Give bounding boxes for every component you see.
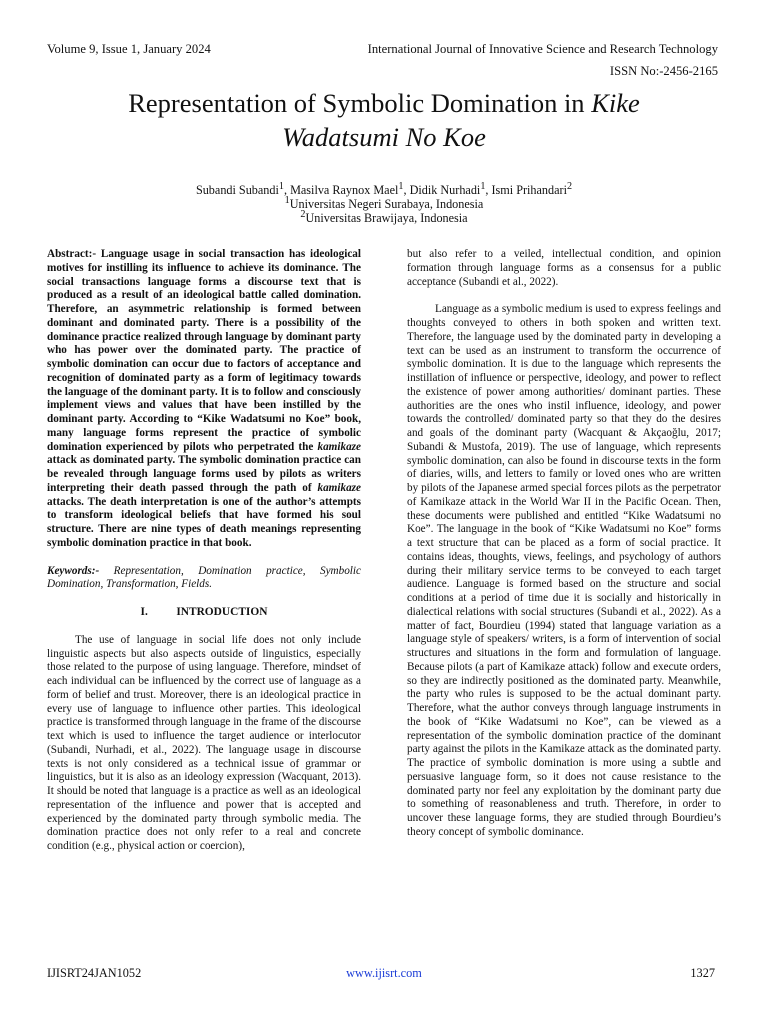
author-affil-mark: 2 [566,181,573,192]
keywords: Keywords:- Representation, Domination practice, Symbolic Domination, Transformation, Fields. [47,564,361,591]
affiliation-mark: 2 [300,209,306,220]
right-column [407,248,721,840]
left-column [47,248,361,854]
paper-title [0,86,768,154]
body-paragraph: but also refer to a veiled, intellectual condition, and opinion formation through language forms as a consensus for a public acceptance (Subandi et al., 2022). [407,248,721,288]
affiliation-2 [0,208,768,225]
author-affil-mark: 1 [398,181,404,192]
running-header-volume: Volume 9, Issue 1, January 2024 [47,42,211,56]
title-italic-1: Kike [591,88,640,118]
section-heading-introduction [47,606,361,620]
section-number: I. [140,606,148,618]
affiliation-text: Universitas Negeri Surabaya, Indonesia [289,197,484,212]
footer-paper-id: IJISRT24JAN1052 [47,966,142,980]
author-name: , Ismi Prihandari [485,183,567,198]
footer-page-number: 1327 [690,966,715,980]
running-header-issn: ISSN No:-2456-2165 [609,64,718,78]
section-title: INTRODUCTION [176,606,268,618]
author-name: Subandi Subandi [195,183,279,198]
author-name: , Masilva Raynox Mael [283,183,399,198]
body-paragraph: The use of language in social life does not only include linguistic aspects but also aspects outside of linguistics, especially those related to the purpose of using language. Therefore, mindset of each individual can be influenced by the correct use of language as a form of belief and trust. Moreover, there is an ideological practice in every use of language to influence other parties. This ideological practice is transformed through language in the frame of the discourse text which is used to influence the target audience or interlocutor (Subandi, Nurhadi, et al., 2022). The language usage in discourse texts is not only considered as a technical issue of grammar or linguistics, but it is also as an ideology expression (Wacquant, 2013). It should be noted that language is a practice as well as an ideological representation of the influence and power that is accepted and experienced by the dominated party through symbolic media. The domination practice does not only refer to a real and concrete condition (e.g., physical action or coercion), [47,633,361,852]
affiliation-mark: 1 [284,195,290,206]
running-header-journal: International Journal of Innovative Science and Research Technology [367,42,718,56]
author-name: , Didik Nurhadi [403,183,481,198]
author-affil-mark: 1 [480,181,486,192]
abstract: Abstract:- Language usage in social transaction has ideological motives for instilling its influence to achieve its dominance. The social transactions language forms a discourse text that is produced as a result of an ideological battle called domination. Therefore, an asymmetric relationship is formed between dominant and dominated party. There is a possibility of the dominance practice realized through language by dominant party who has power over the dominated party. The practice of symbolic domination can occur due to factors of acceptance and recognition of dominated party as a form of legitimacy towards the language of the dominant party. It is to follow and consciously implement views and values that have been instilled by the dominant party. According to “Kike Wadatsumi no Koe” book, many language forms represent the practice of symbolic domination experienced by pilots who perpetrated the kamikaze attack as dominated party. The symbolic domination practice can be revealed through language forms used by pilots as writers interpreting their death passed through the path of kamikaze attacks. The death interpretation is one of the author’s attempts to transform ideological beliefs that have formed his soul structure. There are nine types of death meanings representing symbolic domination practice in that book. [47,248,361,549]
body-paragraph: Language as a symbolic medium is used to express feelings and thoughts conveyed to others in both spoken and written text. Therefore, the language used by the dominated party in developing a text can be used as an instrument to transform the occurrence of symbolic domination. It is due to the language which represents the instillation of influence or perspective, ideology, and power to reflect the existence of power among authorities/ dominant parties. These authorities are the ones who instil influence, ideology, and power towards the controlled/ dominated party so that they do the desires and goals of the dominant party (Wacquant & Akçaoğlu, 2017; Subandi & Mustofa, 2019). The use of language, which represents symbolic domination, can also be found in discourse texts in the form of diaries, wills, and letters to family or loved ones who are written by pilots of the Japanese armed special forces pilots as the perpetrator of Kamikaze attack in the World War II in the Pacific Ocean. Then, these documents were published and entitled “Kike Wadatsumi no Koe”. The language in the book of “Kike Wadatsumi no Koe” forms a text structure that can be placed as a form of social practice. It contains ideas, thoughts, views, feelings, and psychology of authors during their military service terms to be conveyed to each target audience. Language is formed based on the structure and social conditions at a period of time due it is socially and historically in dialectical relations with social structures (Subandi et al., 2022). As a matter of fact, Bourdieu (1994) stated that language variation as a language style of speakers/ writers, is a form of intervention of social structures and situations in the form and formulation of language. Because pilots (a part of Kamikaze attack) follow and execute orders, so they are indirectly positioned as the dominated party. Meanwhile, the party who rules is supposed to be the actual dominant party. Therefore, what the author conveys through language instruments in the book of “Kike Wadatsumi no Koe”, can be viewed as a representation of the symbolic domination practice of the dominant party against the pilots in the Kamikaze attack as the dominated party. The practice of symbolic domination is more using a subtle and persuasive language form, so it does not cause resistance to the dominated party nor feel any exploitation by the dominant party due to something of reasonableness and truth. Therefore, in order to uncover these language forms, they are studied through Bourdieu’s theory concept of symbolic dominance. [407,303,721,838]
footer-website-link[interactable]: www.ijisrt.com [346,966,422,980]
title-plain: Representation of Symbolic Domination in [128,88,592,118]
affiliation-text: Universitas Brawijaya, Indonesia [305,211,468,226]
title-italic-2: Wadatsumi No Koe [282,122,486,152]
author-affil-mark: 1 [278,181,284,192]
